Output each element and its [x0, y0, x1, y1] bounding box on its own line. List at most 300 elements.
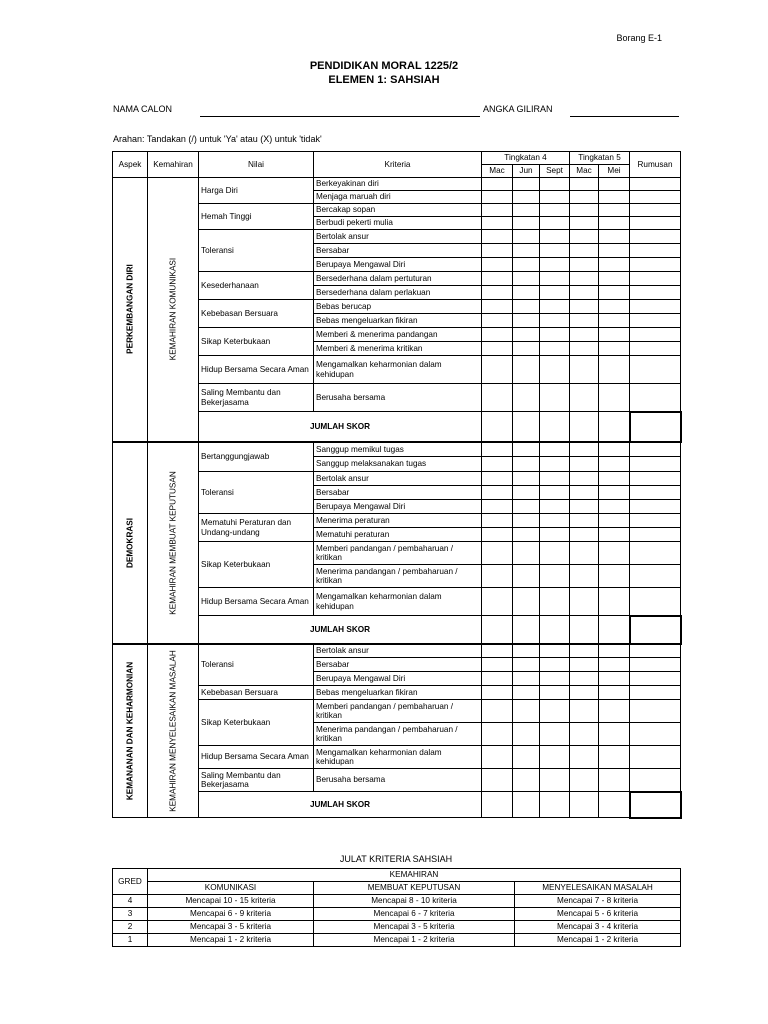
- instruction: Arahan: Tandakan (/) untuk 'Ya' atau (X) untuk 'tidak': [113, 134, 322, 144]
- mark-cell-sept[interactable]: [540, 588, 570, 616]
- mark-cell-mei[interactable]: [599, 542, 630, 565]
- mark-cell-mei[interactable]: [599, 723, 630, 746]
- kriteria-cell: Bersederhana dalam pertuturan: [314, 272, 482, 286]
- mark-cell-mac-t5[interactable]: [570, 514, 599, 528]
- gred-value: 1: [113, 934, 148, 947]
- mark-cell-mei[interactable]: [599, 769, 630, 792]
- kriteria-cell: Berupaya Mengawal Diri: [314, 672, 482, 686]
- mark-cell-mei[interactable]: [599, 178, 630, 191]
- mark-cell-sept[interactable]: [540, 542, 570, 565]
- kriteria-cell: Berusaha bersama: [314, 769, 482, 792]
- grade-range-cell: Mencapai 1 - 2 kriteria: [148, 934, 314, 947]
- mark-cell-mei[interactable]: [599, 204, 630, 217]
- mark-cell-jun[interactable]: [513, 258, 540, 272]
- kriteria-cell: Bersabar: [314, 244, 482, 258]
- mark-cell-sept[interactable]: [540, 672, 570, 686]
- rumusan-cell: [630, 500, 681, 514]
- mark-cell-sept[interactable]: [540, 286, 570, 300]
- rumusan-cell: [630, 565, 681, 588]
- mark-cell-mac-t5[interactable]: [570, 658, 599, 672]
- rumusan-cell: [630, 258, 681, 272]
- mark-cell-mei[interactable]: [599, 442, 630, 457]
- mark-cell-mac[interactable]: [482, 514, 513, 528]
- grade-range-cell: Mencapai 10 - 15 kriteria: [148, 895, 314, 908]
- mark-cell-mac-t5[interactable]: [570, 286, 599, 300]
- mark-cell-sept[interactable]: [540, 217, 570, 230]
- mark-cell-sept[interactable]: [540, 514, 570, 528]
- mark-cell-mei[interactable]: [599, 217, 630, 230]
- mark-cell-mac[interactable]: [482, 542, 513, 565]
- nilai-cell: Mematuhi Peraturan dan Undang-undang: [199, 514, 314, 542]
- total-mark-cell[interactable]: [599, 616, 630, 644]
- kriteria-cell: Bebas berucap: [314, 300, 482, 314]
- kriteria-cell: Memberi & menerima kritikan: [314, 342, 482, 356]
- gred-header: GRED: [113, 869, 148, 895]
- kriteria-cell: Menerima pandangan / pembaharuan / kritikan: [314, 565, 482, 588]
- gred-value: 4: [113, 895, 148, 908]
- mark-cell-jun[interactable]: [513, 746, 540, 769]
- mark-cell-mac-t5[interactable]: [570, 588, 599, 616]
- mark-cell-jun[interactable]: [513, 514, 540, 528]
- mark-cell-mac-t5[interactable]: [570, 769, 599, 792]
- mark-cell-jun[interactable]: [513, 723, 540, 746]
- total-mark-cell[interactable]: [570, 412, 599, 442]
- mark-cell-mac[interactable]: [482, 272, 513, 286]
- header-rumusan: Rumusan: [630, 152, 681, 178]
- mark-cell-jun[interactable]: [513, 328, 540, 342]
- mark-cell-sept[interactable]: [540, 723, 570, 746]
- total-mark-cell[interactable]: [570, 792, 599, 818]
- mark-cell-mei[interactable]: [599, 272, 630, 286]
- mark-cell-mac-t5[interactable]: [570, 442, 599, 457]
- mark-cell-mei[interactable]: [599, 500, 630, 514]
- mark-cell-mac[interactable]: [482, 723, 513, 746]
- mark-cell-mac[interactable]: [482, 191, 513, 204]
- rumusan-cell: [630, 746, 681, 769]
- kemahiran-label: KEMAHIRAN MENYELESAIKAN MASALAH: [168, 649, 178, 812]
- header-tingkatan-4: Tingkatan 4: [482, 152, 570, 165]
- mark-cell-mac[interactable]: [482, 286, 513, 300]
- mark-cell-jun[interactable]: [513, 442, 540, 457]
- header-sept: Sept: [540, 165, 570, 178]
- rumusan-cell: [630, 472, 681, 486]
- mark-cell-mac-t5[interactable]: [570, 328, 599, 342]
- index-label: ANGKA GILIRAN: [483, 104, 553, 114]
- grade-range-cell: Mencapai 3 - 5 kriteria: [314, 921, 515, 934]
- mark-cell-mac[interactable]: [482, 258, 513, 272]
- header-tingkatan-5: Tingkatan 5: [570, 152, 630, 165]
- mark-cell-mac[interactable]: [482, 486, 513, 500]
- aspek-label: KEMANANAN DAN KEHARMONIAN: [125, 661, 135, 800]
- mark-cell-mac[interactable]: [482, 528, 513, 542]
- kriteria-cell: Mengamalkan keharmonian dalam kehidupan: [314, 356, 482, 384]
- mark-cell-mei[interactable]: [599, 286, 630, 300]
- grade-row: [113, 921, 681, 934]
- total-label: JUMLAH SKOR: [199, 792, 482, 818]
- rumusan-cell: [630, 658, 681, 672]
- kriteria-cell: Mengamalkan keharmonian dalam kehidupan: [314, 588, 482, 616]
- rumusan-cell: [630, 723, 681, 746]
- kriteria-cell: Mengamalkan keharmonian dalam kehidupan: [314, 746, 482, 769]
- rumusan-cell: [630, 230, 681, 244]
- mark-cell-jun[interactable]: [513, 178, 540, 191]
- total-label: JUMLAH SKOR: [199, 412, 482, 442]
- mark-cell-mac[interactable]: [482, 565, 513, 588]
- mark-cell-sept[interactable]: [540, 486, 570, 500]
- nilai-cell: Toleransi: [199, 644, 314, 686]
- rumusan-cell: [630, 769, 681, 792]
- total-mark-cell[interactable]: [540, 616, 570, 644]
- mark-cell-mac-t5[interactable]: [570, 230, 599, 244]
- mark-cell-sept[interactable]: [540, 700, 570, 723]
- mark-cell-mac-t5[interactable]: [570, 472, 599, 486]
- rumusan-cell: [630, 672, 681, 686]
- mark-cell-sept[interactable]: [540, 528, 570, 542]
- mark-cell-sept[interactable]: [540, 300, 570, 314]
- grade-column-header: KOMUNIKASI: [148, 882, 314, 895]
- mark-cell-mac[interactable]: [482, 342, 513, 356]
- mark-cell-mac-t5[interactable]: [570, 644, 599, 658]
- mark-cell-mei[interactable]: [599, 356, 630, 384]
- mark-cell-jun[interactable]: [513, 565, 540, 588]
- page-title: PENDIDIKAN MORAL 1225/2: [309, 60, 459, 72]
- mark-cell-jun[interactable]: [513, 672, 540, 686]
- mark-cell-mac-t5[interactable]: [570, 565, 599, 588]
- name-label: NAMA CALON: [113, 104, 173, 114]
- mark-cell-jun[interactable]: [513, 472, 540, 486]
- mark-cell-mac-t5[interactable]: [570, 356, 599, 384]
- mark-cell-mac[interactable]: [482, 769, 513, 792]
- mark-cell-mei[interactable]: [599, 244, 630, 258]
- mark-cell-mac[interactable]: [482, 644, 513, 658]
- mark-cell-mac-t5[interactable]: [570, 258, 599, 272]
- mark-cell-jun[interactable]: [513, 700, 540, 723]
- rumusan-cell: [630, 191, 681, 204]
- rumusan-cell: [630, 700, 681, 723]
- rumusan-cell: [630, 384, 681, 412]
- index-field[interactable]: [570, 116, 679, 117]
- grade-range-cell: Mencapai 7 - 8 kriteria: [515, 895, 681, 908]
- mark-cell-sept[interactable]: [540, 230, 570, 244]
- mark-cell-jun[interactable]: [513, 384, 540, 412]
- mark-cell-mac[interactable]: [482, 178, 513, 191]
- mark-cell-jun[interactable]: [513, 230, 540, 244]
- mark-cell-mei[interactable]: [599, 672, 630, 686]
- mark-cell-mac-t5[interactable]: [570, 178, 599, 191]
- mark-cell-mei[interactable]: [599, 258, 630, 272]
- mark-cell-sept[interactable]: [540, 746, 570, 769]
- kriteria-cell: Menerima pandangan / pembaharuan / kritikan: [314, 723, 482, 746]
- mark-cell-jun[interactable]: [513, 500, 540, 514]
- kriteria-cell: Bebas mengeluarkan fikiran: [314, 314, 482, 328]
- mark-cell-jun[interactable]: [513, 457, 540, 472]
- mark-cell-mac[interactable]: [482, 244, 513, 258]
- mark-cell-mei[interactable]: [599, 528, 630, 542]
- mark-cell-jun[interactable]: [513, 486, 540, 500]
- mark-cell-mei[interactable]: [599, 686, 630, 700]
- mark-cell-mei[interactable]: [599, 588, 630, 616]
- total-mark-cell[interactable]: [540, 792, 570, 818]
- rumusan-cell: [630, 178, 681, 191]
- nilai-cell: Sikap Keterbukaan: [199, 700, 314, 746]
- grade-header-row: [113, 869, 681, 882]
- mark-cell-mac-t5[interactable]: [570, 204, 599, 217]
- mark-cell-jun[interactable]: [513, 356, 540, 384]
- mark-cell-jun[interactable]: [513, 272, 540, 286]
- mark-cell-jun[interactable]: [513, 342, 540, 356]
- mark-cell-mac[interactable]: [482, 356, 513, 384]
- grade-range-cell: Mencapai 3 - 4 kriteria: [515, 921, 681, 934]
- nilai-cell: Sikap Keterbukaan: [199, 542, 314, 588]
- mark-cell-mei[interactable]: [599, 658, 630, 672]
- total-mark-cell[interactable]: [570, 616, 599, 644]
- rumusan-cell: [630, 486, 681, 500]
- mark-cell-jun[interactable]: [513, 769, 540, 792]
- mark-cell-mac-t5[interactable]: [570, 672, 599, 686]
- kemahiran-cell: [148, 644, 199, 818]
- mark-cell-jun[interactable]: [513, 300, 540, 314]
- total-mark-cell[interactable]: [599, 792, 630, 818]
- kriteria-cell: Bertolak ansur: [314, 230, 482, 244]
- mark-cell-jun[interactable]: [513, 658, 540, 672]
- mark-cell-sept[interactable]: [540, 258, 570, 272]
- total-mark-cell[interactable]: [513, 412, 540, 442]
- mark-cell-mei[interactable]: [599, 342, 630, 356]
- mark-cell-mei[interactable]: [599, 314, 630, 328]
- header-kriteria: Kriteria: [314, 152, 482, 178]
- header-kemahiran: Kemahiran: [148, 152, 199, 178]
- mark-cell-mac[interactable]: [482, 230, 513, 244]
- mark-cell-mei[interactable]: [599, 472, 630, 486]
- rumusan-cell: [630, 514, 681, 528]
- mark-cell-sept[interactable]: [540, 272, 570, 286]
- total-score-box[interactable]: [630, 792, 681, 818]
- rumusan-cell: [630, 644, 681, 658]
- grade-range-cell: Mencapai 1 - 2 kriteria: [515, 934, 681, 947]
- total-mark-cell[interactable]: [482, 412, 513, 442]
- total-mark-cell[interactable]: [599, 412, 630, 442]
- grade-row: [113, 908, 681, 921]
- mark-cell-jun[interactable]: [513, 286, 540, 300]
- mark-cell-jun[interactable]: [513, 217, 540, 230]
- mark-cell-mac[interactable]: [482, 314, 513, 328]
- mark-cell-sept[interactable]: [540, 178, 570, 191]
- mark-cell-mac[interactable]: [482, 384, 513, 412]
- grade-column-header: MENYELESAIKAN MASALAH: [515, 882, 681, 895]
- mark-cell-mei[interactable]: [599, 230, 630, 244]
- aspek-label: DEMOKRASI: [125, 517, 135, 568]
- kriteria-cell: Berusaha bersama: [314, 384, 482, 412]
- mark-cell-sept[interactable]: [540, 644, 570, 658]
- mark-cell-mei[interactable]: [599, 486, 630, 500]
- kriteria-cell: Menjaga maruah diri: [314, 191, 482, 204]
- mark-cell-mac-t5[interactable]: [570, 191, 599, 204]
- mark-cell-mac-t5[interactable]: [570, 723, 599, 746]
- mark-cell-sept[interactable]: [540, 384, 570, 412]
- nilai-cell: Hidup Bersama Secara Aman: [199, 588, 314, 616]
- mark-cell-sept[interactable]: [540, 328, 570, 342]
- mark-cell-sept[interactable]: [540, 769, 570, 792]
- mark-cell-mei[interactable]: [599, 746, 630, 769]
- kriteria-cell: Memberi pandangan / pembaharuan / kritikan: [314, 542, 482, 565]
- total-score-box[interactable]: [630, 616, 681, 644]
- mark-cell-mac-t5[interactable]: [570, 528, 599, 542]
- mark-cell-mac-t5[interactable]: [570, 486, 599, 500]
- mark-cell-mac[interactable]: [482, 457, 513, 472]
- mark-cell-jun[interactable]: [513, 528, 540, 542]
- kriteria-cell: Bertolak ansur: [314, 472, 482, 486]
- grade-table: [112, 868, 681, 947]
- mark-cell-sept[interactable]: [540, 191, 570, 204]
- header-jun: Jun: [513, 165, 540, 178]
- rumusan-cell: [630, 542, 681, 565]
- nilai-cell: Kebebasan Bersuara: [199, 686, 314, 700]
- mark-cell-mei[interactable]: [599, 191, 630, 204]
- mark-cell-mei[interactable]: [599, 514, 630, 528]
- mark-cell-mac-t5[interactable]: [570, 500, 599, 514]
- mark-cell-mac[interactable]: [482, 686, 513, 700]
- mark-cell-mac-t5[interactable]: [570, 542, 599, 565]
- grade-range-cell: Mencapai 5 - 6 kriteria: [515, 908, 681, 921]
- kemahiran-label: KEMAHIRAN KOMUNIKASI: [168, 258, 178, 361]
- mark-cell-sept[interactable]: [540, 500, 570, 514]
- mark-cell-mac[interactable]: [482, 300, 513, 314]
- mark-cell-mac[interactable]: [482, 204, 513, 217]
- total-mark-cell[interactable]: [513, 616, 540, 644]
- rumusan-cell: [630, 314, 681, 328]
- mark-cell-mac[interactable]: [482, 588, 513, 616]
- mark-cell-mei[interactable]: [599, 328, 630, 342]
- grade-range-cell: Mencapai 3 - 5 kriteria: [148, 921, 314, 934]
- mark-cell-mac[interactable]: [482, 500, 513, 514]
- mark-cell-mac-t5[interactable]: [570, 457, 599, 472]
- page-subtitle: ELEMEN 1: SAHSIAH: [328, 74, 440, 86]
- rumusan-cell: [630, 217, 681, 230]
- mark-cell-mac[interactable]: [482, 217, 513, 230]
- mark-cell-sept[interactable]: [540, 244, 570, 258]
- nilai-cell: Harga Diri: [199, 178, 314, 204]
- kriteria-cell: Memberi pandangan / pembaharuan / kritikan: [314, 700, 482, 723]
- total-mark-cell[interactable]: [513, 792, 540, 818]
- mark-cell-sept[interactable]: [540, 442, 570, 457]
- rumusan-cell: [630, 588, 681, 616]
- mark-cell-sept[interactable]: [540, 457, 570, 472]
- mark-cell-jun[interactable]: [513, 204, 540, 217]
- mark-cell-jun[interactable]: [513, 191, 540, 204]
- mark-cell-mac-t5[interactable]: [570, 244, 599, 258]
- mark-cell-sept[interactable]: [540, 565, 570, 588]
- grade-subheader-row: [113, 882, 681, 895]
- rumusan-cell: [630, 204, 681, 217]
- kriteria-cell: Sanggup memikul tugas: [314, 442, 482, 457]
- kemahiran-header: KEMAHIRAN: [148, 869, 681, 882]
- mark-cell-mac[interactable]: [482, 700, 513, 723]
- header-mac-t5: Mac: [570, 165, 599, 178]
- kriteria-cell: Berupaya Mengawal Diri: [314, 258, 482, 272]
- rumusan-cell: [630, 442, 681, 457]
- mark-cell-mei[interactable]: [599, 384, 630, 412]
- aspek-cell: [113, 178, 148, 442]
- mark-cell-mac-t5[interactable]: [570, 700, 599, 723]
- nilai-cell: Hemah Tinggi: [199, 204, 314, 230]
- mark-cell-sept[interactable]: [540, 314, 570, 328]
- nilai-cell: Toleransi: [199, 472, 314, 514]
- mark-cell-mac[interactable]: [482, 442, 513, 457]
- name-field[interactable]: [200, 116, 480, 117]
- nilai-cell: Hidup Bersama Secara Aman: [199, 356, 314, 384]
- total-mark-cell[interactable]: [540, 412, 570, 442]
- mark-cell-jun[interactable]: [513, 244, 540, 258]
- kriteria-cell: Sanggup melaksanakan tugas: [314, 457, 482, 472]
- assessment-table: [112, 151, 682, 819]
- kriteria-cell: Menerima peraturan: [314, 514, 482, 528]
- mark-cell-sept[interactable]: [540, 342, 570, 356]
- mark-cell-mac[interactable]: [482, 328, 513, 342]
- mark-cell-mac[interactable]: [482, 746, 513, 769]
- grade-range-cell: Mencapai 1 - 2 kriteria: [314, 934, 515, 947]
- mark-cell-jun[interactable]: [513, 314, 540, 328]
- grade-range-cell: Mencapai 8 - 10 kriteria: [314, 895, 515, 908]
- mark-cell-mac-t5[interactable]: [570, 746, 599, 769]
- mark-cell-mac-t5[interactable]: [570, 384, 599, 412]
- mark-cell-mei[interactable]: [599, 300, 630, 314]
- mark-cell-sept[interactable]: [540, 356, 570, 384]
- kriteria-cell: Berbudi pekerti mulia: [314, 217, 482, 230]
- rumusan-cell: [630, 457, 681, 472]
- mark-cell-jun[interactable]: [513, 686, 540, 700]
- kriteria-cell: Berkeyakinan diri: [314, 178, 482, 191]
- mark-cell-jun[interactable]: [513, 542, 540, 565]
- mark-cell-jun[interactable]: [513, 588, 540, 616]
- mark-cell-mei[interactable]: [599, 565, 630, 588]
- kemahiran-label: KEMAHIRAN MEMBUAT KEPUTUSAN: [168, 470, 178, 615]
- header-nilai: Nilai: [199, 152, 314, 178]
- mark-cell-mac[interactable]: [482, 472, 513, 486]
- grade-row: [113, 895, 681, 908]
- mark-cell-jun[interactable]: [513, 644, 540, 658]
- mark-cell-mac-t5[interactable]: [570, 272, 599, 286]
- mark-cell-sept[interactable]: [540, 658, 570, 672]
- mark-cell-mac-t5[interactable]: [570, 314, 599, 328]
- total-label: JUMLAH SKOR: [199, 616, 482, 644]
- aspek-cell: [113, 442, 148, 644]
- mark-cell-mac[interactable]: [482, 658, 513, 672]
- grade-row: [113, 934, 681, 947]
- mark-cell-mac-t5[interactable]: [570, 342, 599, 356]
- mark-cell-sept[interactable]: [540, 204, 570, 217]
- gred-value: 3: [113, 908, 148, 921]
- mark-cell-mac-t5[interactable]: [570, 217, 599, 230]
- nilai-cell: Kebebasan Bersuara: [199, 300, 314, 328]
- mark-cell-mac-t5[interactable]: [570, 686, 599, 700]
- mark-cell-mac-t5[interactable]: [570, 300, 599, 314]
- total-mark-cell[interactable]: [482, 792, 513, 818]
- mark-cell-mei[interactable]: [599, 457, 630, 472]
- mark-cell-mei[interactable]: [599, 644, 630, 658]
- mark-cell-mei[interactable]: [599, 700, 630, 723]
- nilai-cell: Bertanggungjawab: [199, 442, 314, 472]
- kemahiran-cell: [148, 442, 199, 644]
- total-mark-cell[interactable]: [482, 616, 513, 644]
- aspek-label: PERKEMBANGAN DIRI: [125, 264, 135, 355]
- grade-range-cell: Mencapai 6 - 7 kriteria: [314, 908, 515, 921]
- mark-cell-sept[interactable]: [540, 472, 570, 486]
- total-score-box[interactable]: [630, 412, 681, 442]
- mark-cell-mac[interactable]: [482, 672, 513, 686]
- grade-column-header: MEMBUAT KEPUTUSAN: [314, 882, 515, 895]
- aspek-cell: [113, 644, 148, 818]
- mark-cell-sept[interactable]: [540, 686, 570, 700]
